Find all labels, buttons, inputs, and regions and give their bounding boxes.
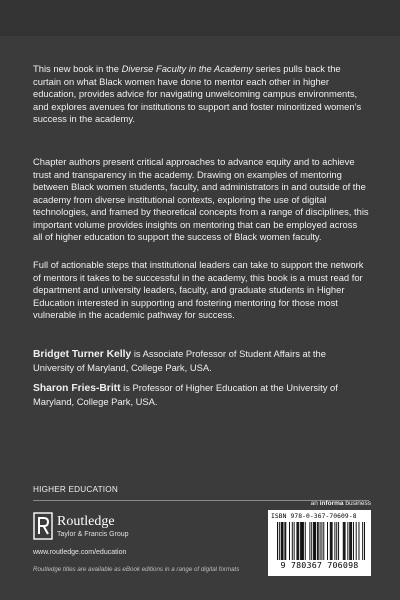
barcode-bar xyxy=(343,522,344,560)
author-description: is Associate Professor of Student Affairs at the University of Maryland, College Park, USA. xyxy=(33,348,326,373)
informa-prefix: an xyxy=(310,500,320,507)
author-bio-1 xyxy=(33,348,369,374)
series-title: Diverse Faculty in the Academy xyxy=(121,63,254,74)
description-paragraph-1 xyxy=(33,63,369,126)
ebook-footnote: Routledge titles are available as eBook editions in a range of digital formats xyxy=(33,566,240,573)
isbn-text: ISBN 978-0-367-70609-8 xyxy=(271,513,357,520)
author-name: Sharon Fries-Britt xyxy=(33,383,121,394)
barcode-bar xyxy=(311,522,312,560)
barcode-bar xyxy=(317,522,318,560)
barcode-bar xyxy=(297,522,298,560)
author-bio-2 xyxy=(33,382,369,408)
barcode-bar xyxy=(296,522,297,560)
barcode-bar xyxy=(315,522,316,560)
barcode-bar xyxy=(349,522,350,560)
barcode-bar xyxy=(353,522,354,560)
ean-digits: 9 780367 706098 xyxy=(280,560,359,570)
barcode-bar xyxy=(321,522,322,560)
barcode-bar xyxy=(301,522,302,560)
barcode-bar xyxy=(314,522,315,560)
barcode-bar xyxy=(302,522,303,560)
routledge-r-logo-icon xyxy=(33,512,53,540)
barcode-bar xyxy=(364,522,365,560)
ean13-barcode-icon xyxy=(277,522,365,560)
barcode-bar xyxy=(320,522,321,560)
description-paragraph-2: Chapter authors present critical approaches to advance equity and to achieve trust and transparency in the academy. Drawing on examples of mentoring between Black women students, faculty, and administrators in and outside of the academy from diverse institutional contexts, exploring the use of digital technologies, and framed by theoretical concepts from a range of disciplines, this important volume provides insights on mentoring that can be employed across all of higher education to support the success of Black women faculty. xyxy=(33,156,369,242)
barcode-bar xyxy=(334,522,335,560)
barcode-bar xyxy=(338,522,339,560)
p1-before-text: This new book in the xyxy=(33,63,122,74)
publisher-group: Taylor & Francis Group xyxy=(57,531,129,538)
barcode-bar xyxy=(359,522,360,560)
barcode-bar xyxy=(285,522,286,560)
barcode-bar xyxy=(303,522,304,560)
barcode-bar xyxy=(330,522,331,560)
publisher-website: www.routledge.com/education xyxy=(33,549,127,556)
barcode-bar xyxy=(323,522,324,560)
barcode-box xyxy=(268,510,371,576)
author-bios xyxy=(33,348,369,416)
subject-category: HIGHER EDUCATION xyxy=(33,485,118,494)
barcode-bar xyxy=(327,522,328,560)
description-paragraph-3: Full of actionable steps that institutional leaders can take to support the network of mentors it takes to be successful in the academy, this book is a must read for department and university leaders, faculty, and graduate students in Higher Education interested in supporting and fostering mentoring for those most vulnerable in the academic pathway for success. xyxy=(33,259,364,320)
author-name: Bridget Turner Kelly xyxy=(33,349,132,360)
barcode-bar xyxy=(298,522,299,560)
barcode-bar xyxy=(281,522,282,560)
barcode-bar xyxy=(292,522,293,560)
barcode-bar xyxy=(344,522,345,560)
barcode-bar xyxy=(313,522,314,560)
barcode-bar xyxy=(356,522,357,560)
barcode-bar xyxy=(305,522,306,560)
top-band xyxy=(0,0,400,36)
publisher-logo xyxy=(33,512,153,542)
barcode-bar xyxy=(284,522,285,560)
barcode-bar xyxy=(347,522,348,560)
barcode-bar xyxy=(351,522,352,560)
barcode-bar xyxy=(283,522,284,560)
barcode-bar xyxy=(289,522,290,560)
informa-brand: informa xyxy=(319,500,344,507)
barcode-bar xyxy=(309,522,310,560)
barcode-bar xyxy=(362,522,363,560)
author-description: is Professor of Higher Education at the University of Maryland, College Park, USA. xyxy=(33,382,338,407)
barcode-bar xyxy=(350,522,351,560)
publisher-name: Routledge xyxy=(57,514,115,529)
barcode-bar xyxy=(331,522,332,560)
informa-suffix: business xyxy=(343,500,371,507)
barcode-bar xyxy=(345,522,346,560)
p1-after-text: series pulls back the curtain on what Black women have done to mentor each other in higher education, provides advice for navigating unwelcoming campus environments, and explores avenues for institutions to support and foster minoritized women’s success in the academy. xyxy=(33,63,362,124)
barcode-bar xyxy=(282,522,283,560)
barcode-bar xyxy=(336,522,337,560)
barcode-bar xyxy=(332,522,333,560)
barcode-bar xyxy=(294,522,295,560)
barcode-bar xyxy=(318,522,319,560)
barcode-bar xyxy=(279,522,280,560)
barcode-bar xyxy=(277,522,278,560)
barcode-bar xyxy=(300,522,301,560)
informa-tagline xyxy=(268,500,371,507)
